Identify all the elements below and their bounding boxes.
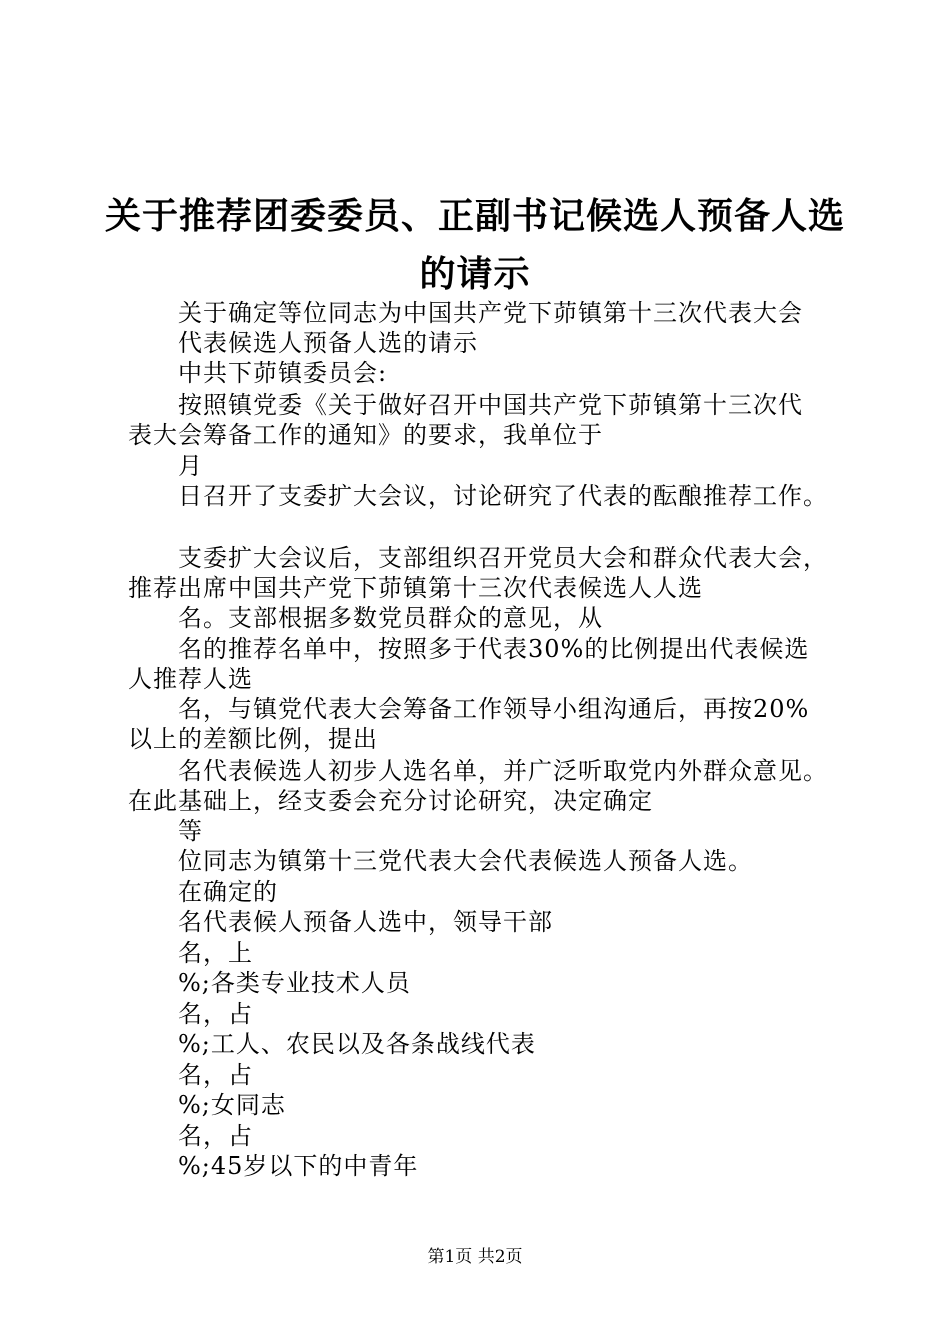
body-line: 支委扩大会议后，支部组织召开党员大会和群众代表大会， <box>178 544 828 572</box>
body-line: 月 <box>178 452 203 480</box>
body-line: 名，占 <box>178 1000 253 1028</box>
body-line: 在确定的 <box>178 878 278 906</box>
body-line: 人推荐人选 <box>128 665 253 693</box>
body-line: 在此基础上，经支委会充分讨论研究，决定确定 <box>128 787 653 815</box>
body-line: 名，占 <box>178 1061 253 1089</box>
page-footer: 第1页 共2页 <box>427 1247 523 1267</box>
body-line: 以上的差额比例，提出 <box>128 725 378 753</box>
body-line: 名，上 <box>178 939 253 967</box>
body-line: 名代表候人预备人选中，领导干部 <box>178 908 553 936</box>
body-line: 名的推荐名单中，按照多于代表30%的比例提出代表候选 <box>178 635 810 663</box>
body-line: 推荐出席中国共产党下茆镇第十三次代表候选人人选 <box>128 574 703 602</box>
body-line: %;各类专业技术人员 <box>178 969 411 997</box>
body-line: 关于确定等位同志为中国共产党下茆镇第十三次代表大会 <box>178 299 803 327</box>
body-line: %;工人、农民以及各条战线代表 <box>178 1030 536 1058</box>
body-line: 位同志为镇第十三党代表大会代表候选人预备人选。 <box>178 847 753 875</box>
document-title-line-2: 的请示 <box>419 253 531 295</box>
body-line: 名。支部根据多数党员群众的意见，从 <box>178 604 603 632</box>
document-title-line-1: 关于推荐团委委员、正副书记候选人预备人选 <box>104 195 845 237</box>
body-line: 等 <box>178 817 203 845</box>
body-line: 名代表候选人初步人选名单，并广泛听取党内外群众意见。 <box>178 757 828 785</box>
body-line: 表大会筹备工作的通知》的要求，我单位于 <box>128 421 603 449</box>
body-line: %;女同志 <box>178 1091 286 1119</box>
body-line: %;45岁以下的中青年 <box>178 1152 419 1180</box>
body-line: 名，占 <box>178 1122 253 1150</box>
body-line: 按照镇党委《关于做好召开中国共产党下茆镇第十三次代 <box>178 391 803 419</box>
body-line: 日召开了支委扩大会议，讨论研究了代表的酝酿推荐工作。 <box>178 482 828 510</box>
body-line: 代表候选人预备人选的请示 <box>178 329 478 357</box>
body-line: 名，与镇党代表大会筹备工作领导小组沟通后，再按20% <box>178 695 810 723</box>
body-line: 中共下茆镇委员会: <box>178 359 388 387</box>
